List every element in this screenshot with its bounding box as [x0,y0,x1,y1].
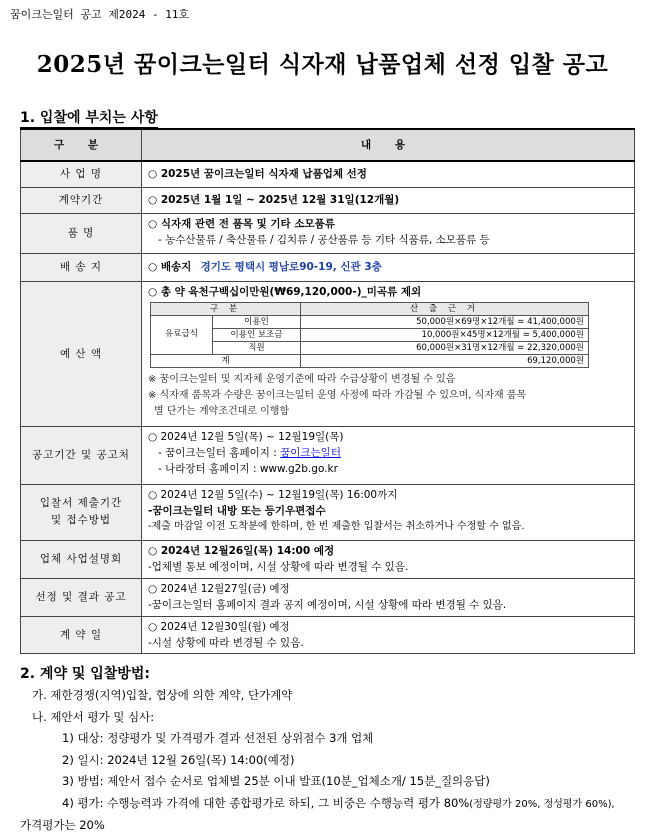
breakdown-name: 이용인 보조금 [213,328,301,341]
section1-heading: 1. 입찰에 부치는 사항 [20,107,158,127]
table-row [21,161,635,187]
budget-note: ※ 식자재 품목과 수량은 꿈이크는일터 운영 사정에 따라 가감될 수 있으며, 식자재 품목 [148,389,527,401]
result-line: ○ 2024년 12월27일(금) 예정 [148,582,290,595]
budget-note: ※ 꿈이크는일터 및 지자체 운영기준에 따라 수급상황이 변경될 수 있음 [148,373,456,385]
breakdown-calc: 10,000원×45명×12개월 = 5,400,000원 [301,328,589,341]
budget-note: 별 단가는 계약조건대로 이행함 [154,405,290,417]
row-label: 예 산 액 [21,281,142,426]
section2-line: 나. 제안서 평가 및 심사: [32,709,155,724]
row-label: 공고기간 및 공고처 [21,426,142,484]
table-row [21,616,635,653]
result-line: -꿈이크는일터 홈페이지 결과 공지 예정이며, 시설 상황에 따라 변경될 수 있음. [148,598,507,611]
delivery-value [142,253,635,281]
breakdown-calc: 60,000원×31명×12개월 = 22,320,000원 [301,341,589,354]
section2-line: 1) 대상: 정량평가 및 가격평가 결과 선전된 상위점수 3개 업체 [62,731,374,745]
breakdown-name: 직원 [213,341,301,354]
table-row [21,540,635,578]
row-label: 품 명 [21,213,142,253]
homepage-link[interactable]: 꿈이크는일터 [280,446,341,459]
breakdown-calc: 50,000원×69명×12개월 = 41,400,000원 [301,315,589,328]
notice-value [142,426,635,484]
table-header [21,129,635,161]
bid-info-table [20,128,635,654]
page-title: 2025년 꿈이크는일터 식자재 납품업체 선정 입찰 공고 [36,51,609,78]
section2-line: 4) 평가: 수행능력과 가격에 대한 종합평가로 하되, 그 비중은 수행능력 평가 80%(정량평가 20%, 정성평가 60%), [62,795,615,810]
section2-line: 가격평가는 20% [20,818,105,832]
breakdown-total-row [151,354,589,367]
row-label: 선정 및 결과 공고 [21,578,142,616]
table-row [21,578,635,616]
notice-line: - 나라장터 홈페이지 : www.g2b.go.kr [158,462,338,475]
table-row [21,484,635,540]
submission-value [142,484,635,540]
breakdown-name: 이용인 [213,315,301,328]
section2-line: 3) 방법: 제안서 접수 순서로 업체별 25분 이내 발표(10분_업체소개/ 15분_질의응답) [62,774,490,788]
header-category: 구 분 [21,129,142,161]
breakdown-row [151,341,589,354]
budget-breakdown-table [150,302,589,368]
breakdown-total-value: 69,120,000원 [301,354,589,367]
row-label: 배 송 지 [21,253,142,281]
result-value [142,578,635,616]
items-value [142,213,635,253]
delivery-prefix: ○ 배송지 [148,261,192,273]
briefing-line: ○ 2024년 12월26일(목) 14:00 예정 [148,544,335,557]
row-label: 업체 사업설명회 [21,540,142,578]
section2-line: 가. 제한경쟁(지역)입찰, 협상에 의한 계약, 단가계약 [32,688,293,702]
breakdown-row [151,328,589,341]
contract-date-value [142,616,635,653]
row-label: 계 약 일 [21,616,142,653]
table-row [21,426,635,484]
submission-line: -꿈이크는일터 내방 또는 등기우편접수 [148,504,326,517]
row-label: 사 업 명 [21,161,142,187]
contract-period-value: ○ 2025년 1월 1일 ~ 2025년 12월 31일(12개월) [142,187,635,213]
breakdown-header: 산 출 근 거 [301,302,589,315]
business-name-value: ○ 2025년 꿈이크는일터 식자재 납품업체 선정 [142,161,635,187]
submission-line: ○ 2024년 12월 5일(수) ~ 12월19일(목) 16:00까지 [148,488,398,501]
submission-line: -제출 마감일 이전 도착분에 한하며, 한 번 제출한 입찰서는 취소하거나 수정할 수 없음. [148,520,525,532]
document-number: 꿈이크는일터 공고 제2024 - 11호 [10,8,190,21]
items-line: ○ 식자재 관련 전 품목 및 기타 소모품류 [148,217,335,230]
row-label: 계약기간 [21,187,142,213]
table-row [21,253,635,281]
briefing-value [142,540,635,578]
row-label: 입찰서 제출기간 및 접수방법 [21,484,142,540]
breakdown-row [151,315,589,328]
budget-total: ○ 총 약 육천구백십이만원(₩69,120,000-)_미곡류 제외 [148,285,422,298]
notice-line: - 꿈이크는일터 홈페이지 : 꿈이크는일터 [158,446,341,459]
notice-line: ○ 2024년 12월 5일(목) ~ 12월19일(목) [148,430,344,443]
items-line: - 농수산물류 / 축산물류 / 김치류 / 공산품류 등 기타 식품류, 소모품류 등 [158,233,490,246]
section2-heading: 2. 계약 및 입찰방법: [20,666,150,682]
table-row [21,281,635,426]
section2-body [20,685,640,837]
table-row [21,187,635,213]
budget-value [142,281,635,426]
section2-line: 2) 일시: 2024년 12월 26일(목) 14:00(예정) [62,752,295,767]
briefing-line: -업체별 통보 예정이며, 시설 상황에 따라 변경될 수 있음. [148,560,409,573]
breakdown-header: 구 분 [151,302,301,315]
breakdown-group: 유료급식 [151,315,213,354]
table-row [21,213,635,253]
contract-date-line: ○ 2024년 12월30일(월) 예정 [148,620,290,633]
delivery-address: 경기도 평택시 평남로90-19, 신관 3층 [200,261,382,273]
header-content: 내 용 [142,129,635,161]
contract-date-line: -시설 상황에 따라 변경될 수 있음. [148,636,304,649]
breakdown-total-label: 계 [151,354,301,367]
